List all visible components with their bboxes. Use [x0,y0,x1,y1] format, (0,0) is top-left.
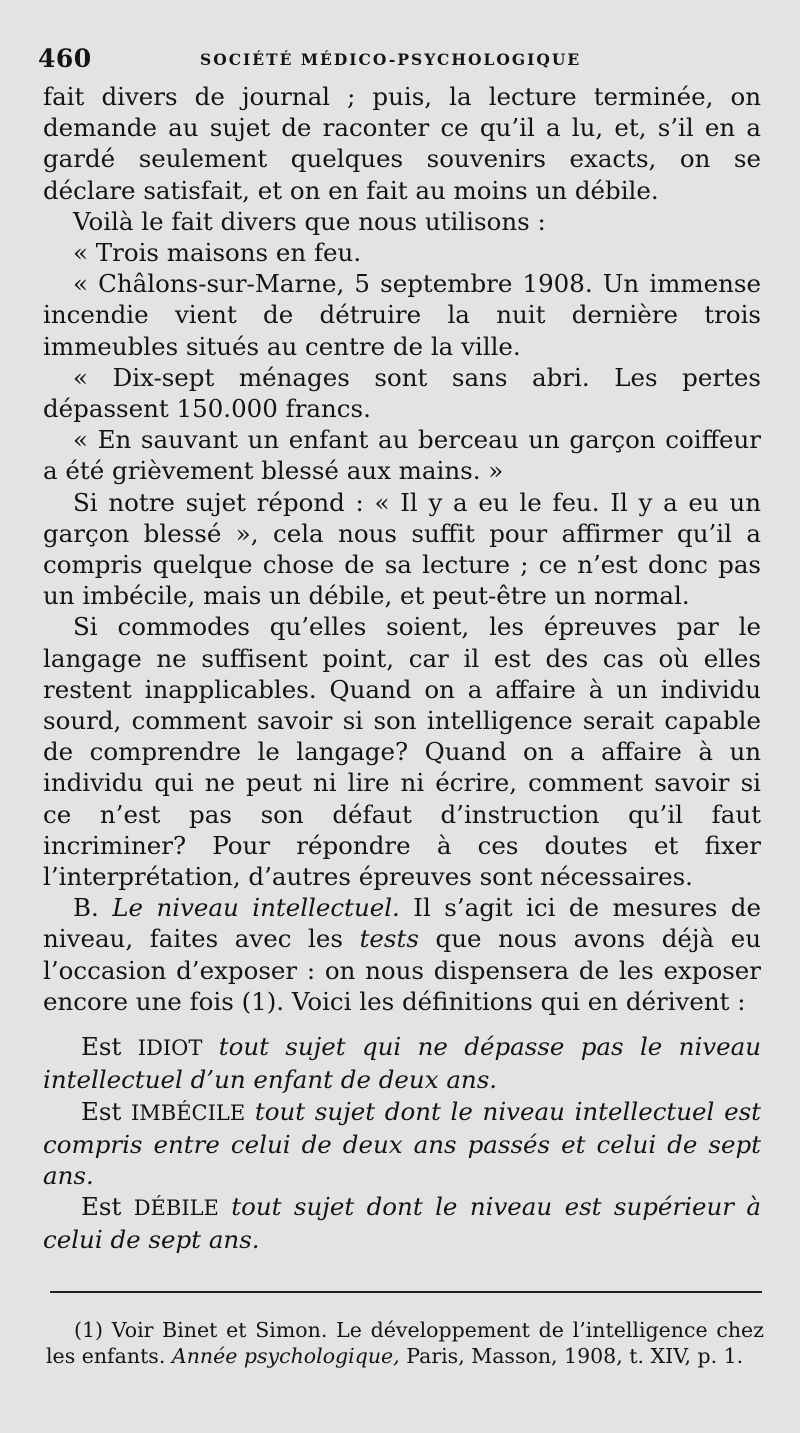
footnote-citation: (1) Voir Binet et Simon. Le développement de l’intelligence chez les enfants. [46,1318,764,1368]
page-header [38,40,758,74]
footnote-publisher: Paris, Masson, 1908, t. XIV, p. 1. [406,1344,744,1368]
tests-word: tests [359,924,419,954]
section-label: B. [73,893,99,923]
quote-headline: « Trois maisons en feu. [73,238,362,268]
footnote [46,1317,764,1369]
section-title: Le niveau intellectuel. [112,893,400,923]
running-title: SOCIÉTÉ MÉDICO-PSYCHOLOGIQUE [200,50,582,69]
section-text-b: que nous avons déjà eu l’occasion d’exposer : on nous dispensera de les exposer encore une fois (1). Voici les définitions qui en dérivent : [43,924,761,1016]
footnote-text [46,1317,764,1369]
definition-term: DÉBILE [133,1196,219,1221]
definition-term: IDIOT [137,1036,203,1061]
definition-est: Est [81,1032,122,1062]
definitions-block [43,1031,761,1255]
paragraph-niveau-intellectuel [43,892,761,1017]
quote-menages: « Dix-sept ménages sont sans abri. Les pertes dépassent 150.000 francs. [43,362,761,424]
definition-est: Est [81,1096,122,1126]
definition-idiot [43,1031,761,1095]
definition-term: IMBÉCILE [131,1100,246,1125]
footnote-journal: Année psychologique, [171,1344,400,1368]
body-text [43,81,761,1256]
paragraph-reponse: Si notre sujet répond : « Il y a eu le feu. Il y a eu un garçon blessé », cela nous suffit pour affirmer qu’il a compris quelque chose de sa lecture ; ce n’est donc pas un imbécile, mais un débile, et peut-être un normal. [43,487,761,611]
section-text-a: Il s’agit ici de mesures de niveau, faites avec les [43,893,761,954]
definition-est: Est [81,1192,122,1222]
page-number: 460 [38,44,92,73]
definition-text: tout sujet qui ne dépasse pas le niveau intellectuel d’un enfant de deux ans. [43,1032,762,1095]
paragraph-intro-fait-divers: Voilà le fait divers que nous utilisons : [73,206,546,236]
paragraph-continued: fait divers de journal ; puis, la lecture terminée, on demande au sujet de raconter ce qu’il a lu, et, s’il en a gardé seulement quelques souvenirs exacts, on se déclare satisfait, et on en fait au moins un débile. [43,82,761,205]
paragraph-epreuves-langage: Si commodes qu’elles soient, les épreuves par le langage ne suffisent point, car il est des cas où elles restent inapplicables. Quand on a affaire à un individu sourd, comment savoir si son intelligence serait capable de comprendre le langage? Quand on a affaire à un individu qui ne peut ni lire ni écrire, comment savoir si ce n’est pas son défaut d’instruction qu’il faut incriminer? Pour répondre à ces doutes et fixer l’interprétation, d’autres épreuves sont nécessaires. [43,612,761,892]
quote-enfant: « En sauvant un enfant au berceau un garçon coiffeur a été grièvement blessé aux mains. » [43,425,761,486]
definition-debile [43,1191,761,1255]
definition-text: tout sujet dont le niveau est supérieur à celui de sept ans. [43,1192,761,1255]
definition-text: tout sujet dont le niveau intellectuel est compris entre celui de deux ans passés et celui de sept ans. [43,1096,761,1190]
footnote-rule [50,1291,762,1293]
definition-imbecile [43,1096,761,1192]
quote-dateline: « Châlons-sur-Marne, 5 septembre 1908. Un immense incendie vient de détruire la nuit dernière trois immeubles situés au centre de la ville. [43,269,761,361]
